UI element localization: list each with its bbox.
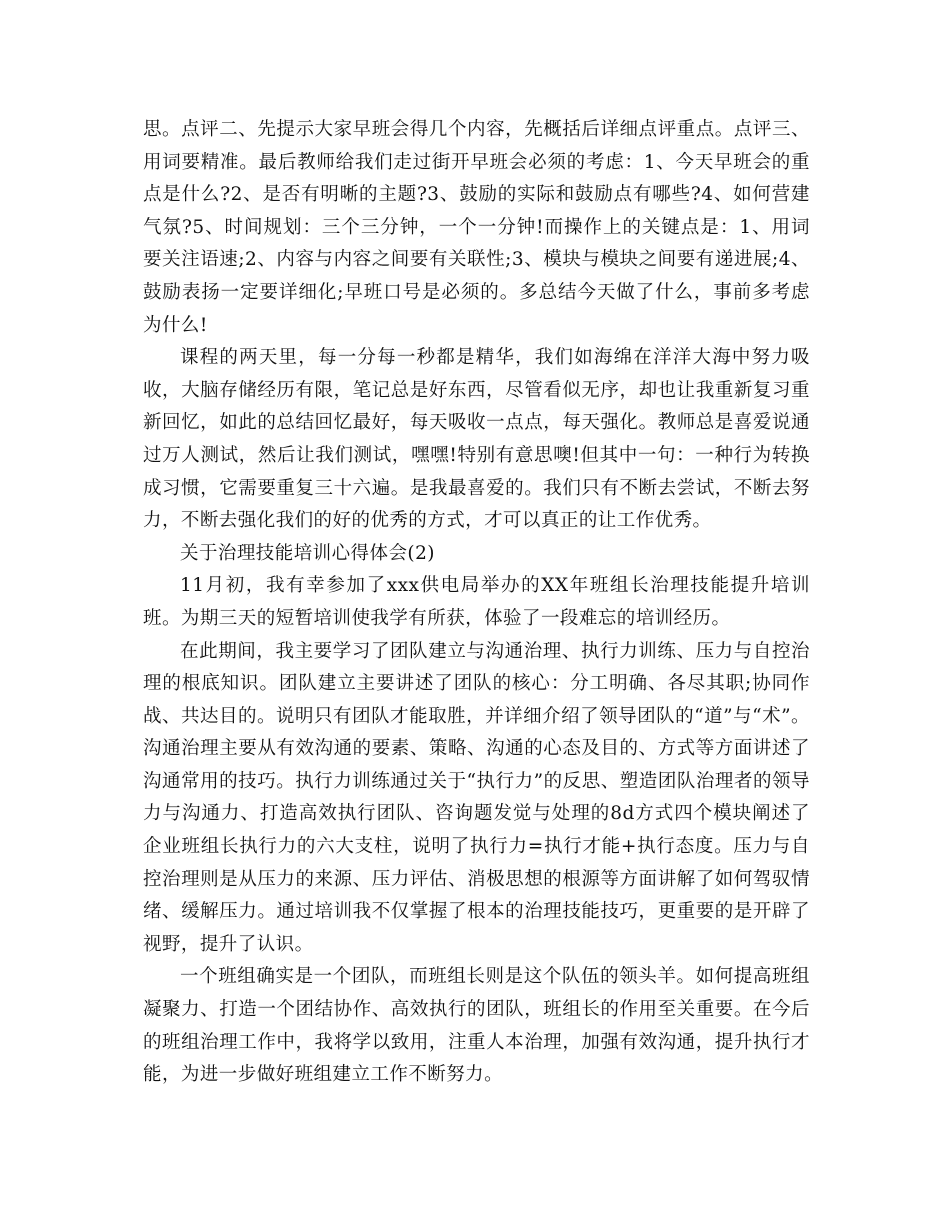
text-line: 大脑存储经历有限，笔记总是好东西，尽管看似无序，却也让我重新复习重新回忆，: [143, 379, 810, 434]
text-line: 的根底知识。团队建立主要讲述了团队的核心：分工明确、各尽其职;协同作战、: [143, 673, 810, 727]
text-line: 定要详细化;早班口号是必须的。多总结今天做了什么，事前多考虑为什么!: [143, 281, 810, 336]
text-line: 共达目的。说明只有团队才能取胜，并详细介绍了领导团队的“道”与“术”。沟: [143, 705, 810, 760]
paragraph-4: [143, 636, 810, 962]
text-line: 然后让我们测试，嘿嘿!特别有意思噢!但其中一句：一种行为转换成习惯，它需要: [143, 444, 810, 499]
text-line: 聚力、打造一个团结协作、高效执行的团队，班组长的作用至关重要。在今后的班: [143, 999, 810, 1053]
paragraph-3: [143, 570, 810, 635]
text-line: 重复三十六遍。是我最喜爱的。我们只有不断去尝试，不断去努力，不断去强化我: [143, 477, 810, 532]
section-heading: [143, 538, 810, 571]
text-line: 在此期间，我主要学习了团队建立与沟通治理、执行力训练、压力与自控治理: [143, 640, 810, 695]
text-line: 时间规划：三个三分钟，一个一分钟!而操作上的关键点是：1、用词要关注语: [143, 216, 810, 271]
text-line: 常用的技巧。执行力训练通过关于“执行力”的反思、塑造团队治理者的领导力与: [143, 770, 811, 825]
text-line: 速;2、内容与内容之间要有关联性;3、模块与模块之间要有递进展;4、鼓励表扬一: [143, 249, 810, 303]
text-line: 组长执行力的六大支柱，说明了执行力=执行才能+执行态度。压力与自控治理则是: [143, 836, 810, 890]
text-line: 通过培训我不仅掌握了根本的治理技能技巧，更重要的是开辟了视野，提升了认识。: [143, 901, 810, 955]
text-line: 如此的总结回忆最好，每天吸收一点点，每天强化。教师总是喜爱说通过万人测试，: [143, 412, 810, 466]
text-line: 词要精准。最后教师给我们走过街开早班会必须的考虑：1、今天早班会的重点是: [143, 151, 810, 206]
paragraph-5: [143, 961, 810, 1091]
text-line: 为期三天的短暂培训使我学有所获，体验了一段难忘的培训经历。: [180, 607, 731, 629]
text-line: 思。点评二、先提示大家早班会得几个内容，先概括后详细点评重点。点评三、用: [143, 119, 810, 173]
paragraph-2: [143, 342, 810, 538]
text-line: 什么?2、是否有明晰的主题?3、鼓励的实际和鼓励点有哪些?4、如何营建气氛?5、: [143, 184, 810, 238]
text-line: 进一步做好班组建立工作不断努力。: [199, 1064, 504, 1086]
text-line: 们的好的优秀的方式，才可以真正的让工作优秀。: [294, 510, 712, 532]
text-line: 通治理主要从有效沟通的要素、策略、沟通的心态及目的、方式等方面讲述了沟通: [143, 738, 810, 792]
heading-text: 关于治理技能培训心得体会(2): [180, 542, 435, 564]
text-line: 课程的两天里，每一分每一秒都是精华，我们如海绵在洋洋大海中努力吸收，: [143, 347, 810, 401]
text-line: 组治理工作中，我将学以致用，注重人本治理，加强有效沟通，提升执行才能，为: [143, 1031, 810, 1086]
paragraph-1: [143, 114, 810, 342]
text-line: 一个班组确实是一个团队，而班组长则是这个队伍的领头羊。如何提高班组凝: [143, 966, 810, 1021]
text-line: 11月初，我有幸参加了xxx供电局举办的XX年班组长治理技能提升培训班。: [143, 575, 810, 629]
text-line: 沟通力、打造高效执行团队、咨询题发觉与处理的8d方式四个模块阐述了企业班: [143, 803, 811, 858]
text-line: 从压力的来源、压力评估、消极思想的根源等方面讲解了如何驾驭情绪、缓解压力。: [143, 868, 810, 923]
